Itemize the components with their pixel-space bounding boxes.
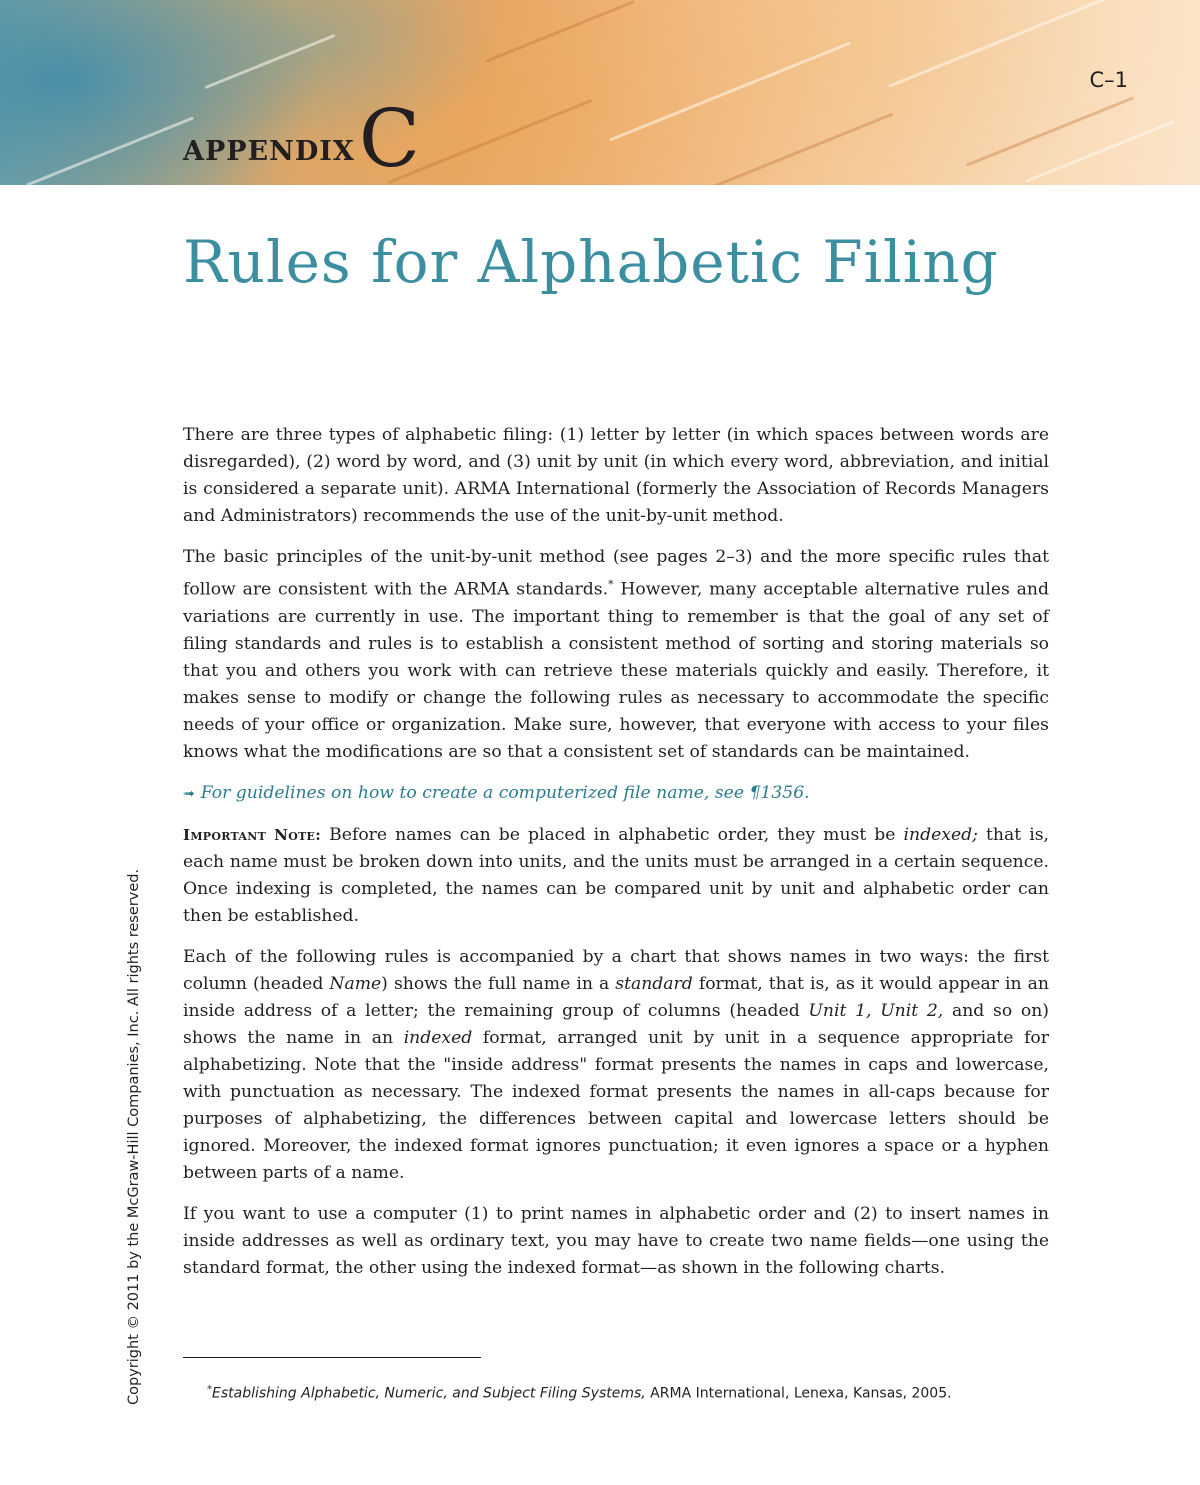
cross-reference-tip [183, 780, 1049, 808]
banner-streak [485, 0, 634, 63]
paragraph-computer: If you want to use a computer (1) to print names in alphabetic order and (2) to insert names in inside addresses as well as ordinary text, you may have to create two name fields—one using the standard format, the other using the indexed format—as shown in the following charts. [183, 1203, 1049, 1278]
charts-text: format, that is, as it would appear in an inside address of a letter; the remaining group of columns (headed [183, 973, 1049, 1021]
note-text: Before names can be placed in alphabetic order, they must be [321, 824, 904, 845]
footnote-text: ARMA International, Lenexa, Kansas, 2005. [645, 1385, 952, 1402]
charts-text: Each of the following rules is accompanied by a chart that shows names in two ways: the first column (headed [183, 946, 1049, 994]
cross-reference-link[interactable]: For guidelines on how to create a computerized file name, see ¶1356. [200, 782, 810, 803]
charts-emphasis: Unit 1, Unit 2, [808, 1000, 944, 1021]
banner-streak [966, 96, 1134, 166]
charts-text: format, arranged unit by unit in a sequence appropriate for alphabetizing. Note that the "inside address" format presents the names in caps and lowercase, with punctuation as necessary. The indexed format presents the names in all-caps because for purposes of alphabetizing, the differences between capital and lowercase letters should be ignored. Moreover, the indexed format ignores punctuation; it even ignores a space or a hyphen between parts of a name. [183, 1027, 1049, 1183]
charts-text: ) shows the full name in a [381, 973, 616, 994]
arrow-icon: ➟ [183, 785, 195, 802]
body-text [183, 422, 1049, 1296]
important-note [183, 822, 1049, 930]
footnote-reference: * [608, 578, 614, 591]
page-title: Rules for Alphabetic Filing [183, 228, 999, 296]
paragraph-charts [183, 944, 1049, 1187]
important-note-label: Important Note: [183, 825, 322, 844]
page-number: C–1 [1089, 68, 1128, 92]
note-emphasis: indexed; [903, 824, 978, 845]
footnote-mark: * [207, 1384, 212, 1395]
header-banner [0, 0, 1200, 185]
paragraph-principles-end: However, many acceptable alternative rules and variations are currently in use. The important thing to remember is that the goal of any set of filing standards and rules is to establish a consistent method of sorting and storing materials so that you and others you work with can retrieve these materials quickly and easily. Therefore, it makes sense to modify or change the following rules as necessary to accommodate the specific needs of your office or organization. Make sure, however, that everyone with access to your files knows what the modifications are so that a consistent set of standards can be maintained. [183, 579, 1050, 762]
banner-streak [609, 41, 851, 141]
paragraph-principles-start: The basic principles of the unit-by-unit method (see pages 2–3) and the more specific rules that follow are consistent with the ARMA standards. [183, 547, 1049, 600]
footnote [207, 1380, 1049, 1404]
charts-emphasis: indexed [403, 1027, 473, 1048]
banner-streak [888, 0, 1112, 88]
banner-streak [707, 113, 894, 185]
appendix-word: APPENDIX [183, 136, 355, 167]
banner-streak [26, 116, 194, 185]
footnote-title: Establishing Alphabetic, Numeric, and Subject Filing Systems, [212, 1385, 646, 1402]
appendix-letter: C [358, 92, 421, 185]
footnote-divider [183, 1357, 481, 1358]
charts-text: and so on) shows the name in an [183, 1000, 1050, 1048]
copyright-notice: Copyright © 2011 by the McGraw-Hill Companies, Inc. All rights reserved. [126, 868, 142, 1405]
note-text: that is, each name must be broken down into units, and the units must be arranged in a certain sequence. Once indexing is completed, the names can be compared unit by unit and alphabetic order can then be established. [183, 824, 1049, 926]
charts-emphasis: Name [329, 973, 382, 994]
appendix-heading [183, 92, 421, 185]
charts-emphasis: standard [615, 973, 693, 994]
paragraph-types: There are three types of alphabetic filing: (1) letter by letter (in which spaces between words are disregarded), (2) word by word, and (3) unit by unit (in which every word, abbreviation, and initial is considered a separate unit). ARMA International (formerly the Association of Records Managers and Administrators) recommends the use of the unit-by-unit method. [183, 425, 1049, 526]
paragraph-principles [183, 544, 1049, 766]
banner-streak [205, 34, 336, 89]
